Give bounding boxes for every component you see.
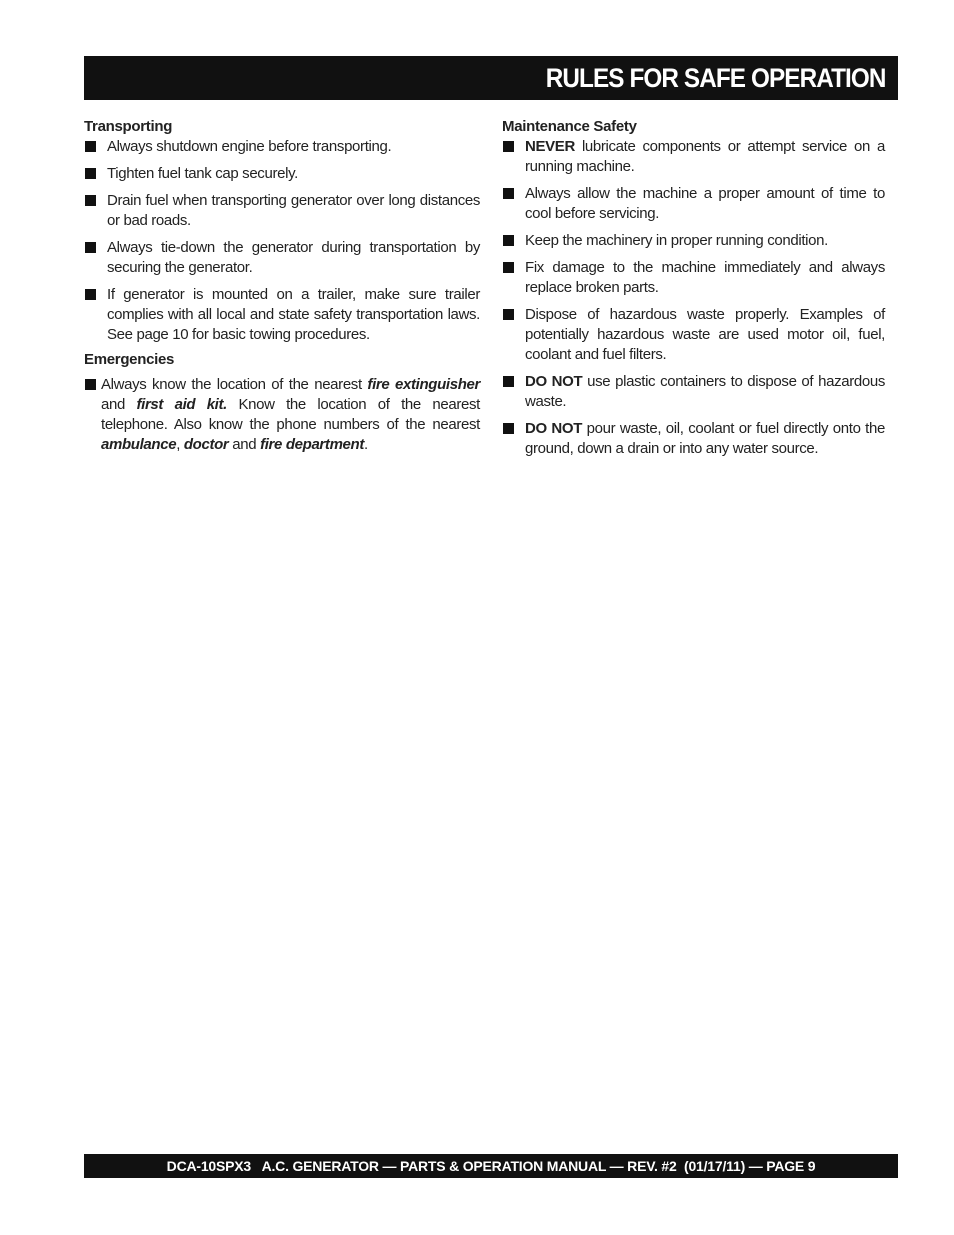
text-run: ambulance [101,436,177,453]
list-item [502,184,885,224]
text-run: fire extinguisher [367,376,480,393]
list-item-text [525,232,828,249]
list-item [502,419,885,459]
list-item-text [107,286,480,343]
square-bullet-icon [85,168,96,179]
left-column [84,117,480,455]
text-run: Keep the machinery in proper running condition. [525,232,828,249]
square-bullet-icon [85,141,96,152]
text-run: Always know the location of the nearest [101,376,368,393]
square-bullet-icon [503,235,514,246]
square-bullet-icon [85,195,96,206]
text-run: pour waste, oil, coolant or fuel directly onto the ground, down a drain or into any water source. [525,420,885,457]
square-bullet-icon [503,376,514,387]
text-run: and [228,436,261,453]
square-bullet-icon [503,262,514,273]
text-run: Tighten fuel tank cap securely. [107,165,298,182]
page-title: RULES FOR SAFE OPERATION [546,62,886,93]
list-item [502,305,885,365]
list-item-text [525,259,885,296]
text-run: Drain fuel when transporting generator over long distances or bad roads. [107,192,480,229]
right-column [502,117,885,466]
list-item-text [525,373,885,410]
list-item-text [107,165,298,182]
list-item-text [525,185,885,222]
header-bar [84,56,898,100]
transporting-heading: Transporting [84,118,173,135]
list-item [502,137,885,177]
footer-bar [84,1154,898,1178]
emergencies-paragraph [84,375,480,455]
footer-text: DCA-10SPX3 A.C. GENERATOR — PARTS & OPERATION MANUAL — REV. #2 (01/17/11) — PAGE 9 [166,1158,816,1174]
text-run: Fix damage to the machine immediately and always replace broken parts. [525,259,885,296]
list-item [84,191,480,231]
square-bullet-icon [85,289,96,300]
list-item [84,137,480,157]
list-item [502,231,885,251]
square-bullet-icon [503,188,514,199]
emergencies-text [101,376,480,453]
square-bullet-icon [503,423,514,434]
transporting-list [84,137,480,345]
list-item-text [525,420,885,457]
emergencies-heading: Emergencies [84,351,175,368]
list-item-text [107,239,480,276]
list-item-text [107,138,391,155]
list-item [502,258,885,298]
text-run: Always tie-down the generator during transportation by securing the generator. [107,239,480,276]
text-run: use plastic containers to dispose of hazardous waste. [525,373,885,410]
list-item-text [525,306,885,363]
square-bullet-icon [85,379,96,390]
text-run: fire department [260,436,365,453]
square-bullet-icon [85,242,96,253]
text-run: . [364,436,368,453]
text-run: Know the location of the nearest telephone. Also know the phone numbers of the nearest [101,396,480,433]
list-item [84,285,480,345]
text-run: Always allow the machine a proper amount of time to cool before servicing. [525,185,885,222]
maintenance-list [502,137,885,459]
maintenance-heading: Maintenance Safety [502,118,637,135]
list-item-text [107,192,480,229]
text-run: Always shutdown engine before transporting. [107,138,392,155]
square-bullet-icon [503,309,514,320]
text-run: NEVER [525,138,575,155]
text-run: DO NOT [525,420,583,437]
list-item [502,372,885,412]
list-item-text [525,138,885,175]
list-item [84,238,480,278]
text-run: Dispose of hazardous waste properly. Examples of potentially hazardous waste are used motor oil, fuel, coolant and fuel filters. [525,306,885,363]
square-bullet-icon [503,141,514,152]
text-run: , [176,436,184,453]
text-run: and [101,396,137,413]
text-run: DO NOT [525,373,583,390]
text-run: doctor [183,436,229,453]
text-run: lubricate components or attempt service on a running machine. [525,138,885,175]
text-run: If generator is mounted on a trailer, make sure trailer complies with all local and state safety transportation laws. See page 10 for basic towing procedures. [107,286,480,343]
text-run: first aid kit. [136,396,227,413]
list-item [84,164,480,184]
